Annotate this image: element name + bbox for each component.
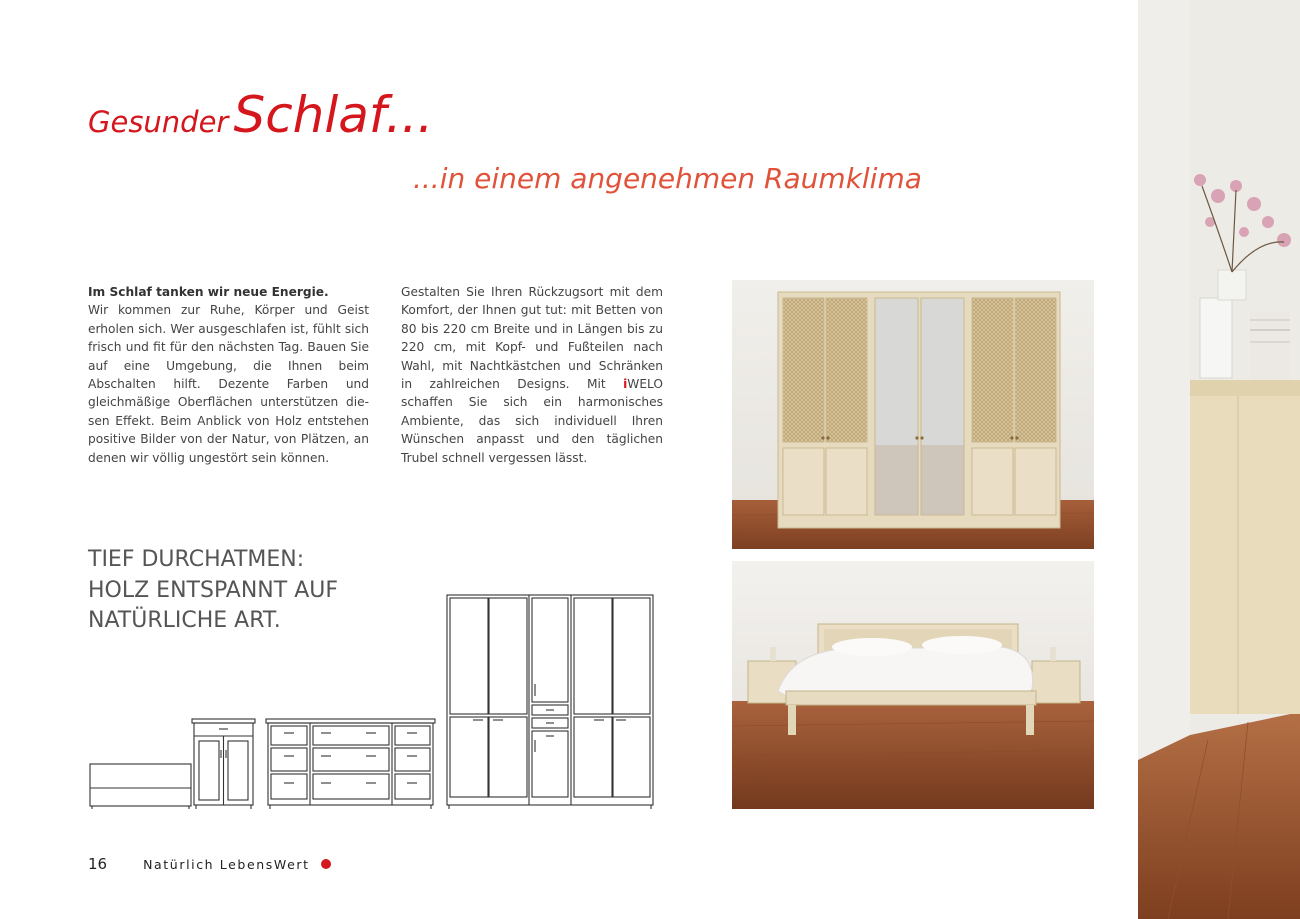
red-dot-icon bbox=[321, 859, 331, 869]
title-prefix: Gesunder bbox=[88, 105, 229, 139]
text-column-1 bbox=[88, 283, 369, 467]
dresser-drawing bbox=[266, 719, 435, 809]
wardrobe-photo bbox=[732, 280, 1094, 549]
page-number: 16 bbox=[88, 855, 108, 873]
column-text-after: schaffen Sie sich ein harmonisches Ambiente, das sich individuell Ihren Wünschen anpasst und den täglichen Trubel schnell vergessen lässt. bbox=[401, 395, 663, 465]
brand-i: i bbox=[623, 377, 628, 392]
bed-photo bbox=[732, 561, 1094, 809]
page-title bbox=[88, 86, 433, 144]
wardrobe-drawing bbox=[447, 595, 653, 809]
brand-welo: WELO bbox=[627, 377, 663, 392]
page-footer bbox=[88, 854, 331, 873]
footer-brand: Natürlich LebensWert bbox=[143, 857, 310, 872]
headline-line: NATÜRLICHE ART. bbox=[88, 608, 281, 633]
page-subtitle: ...in einem angenehmen Raumklima bbox=[413, 162, 922, 195]
column-text-before: Gestalten Sie Ihren Rückzugsort mit dem Komfort, der Ihnen gut tut: mit Betten von 80 bis 220 cm Breite und in Längen bis zu 220 cm, mit Kopf- und Fußteilen nach Wahl, mit Nachtkästchen und Schränken in zahlreichen Designs. Mit bbox=[401, 285, 663, 392]
text-column-2 bbox=[401, 283, 663, 467]
interior-side-photo bbox=[1138, 0, 1300, 919]
nightstand-drawing bbox=[192, 719, 255, 809]
column-body bbox=[401, 283, 663, 467]
title-main: Schlaf... bbox=[233, 86, 434, 144]
furniture-line-drawing bbox=[86, 592, 658, 812]
headline-line: TIEF DURCHATMEN: bbox=[88, 547, 305, 572]
column-lead: Im Schlaf tanken wir neue Energie. bbox=[88, 285, 329, 299]
column-body: Wir kommen zur Ruhe, Körper und Geist erholen sich. Wer ausgeschlafen ist, fühlt sich frisch und fit für den nächsten Tag. Bauen Sie auf eine Umgebung, die Ihnen beim Abschalten hilft. Dezente Farben und gleichmäßige Oberflächen unterstützen diesen Effekt. Beim Anblick von Holz entstehen positive Bilder von der Natur, von Plätzen, an denen wir völlig ungestört sein können. bbox=[88, 303, 369, 465]
bench-drawing bbox=[90, 764, 191, 809]
headline-line: HOLZ ENTSPANNT AUF bbox=[88, 577, 339, 603]
